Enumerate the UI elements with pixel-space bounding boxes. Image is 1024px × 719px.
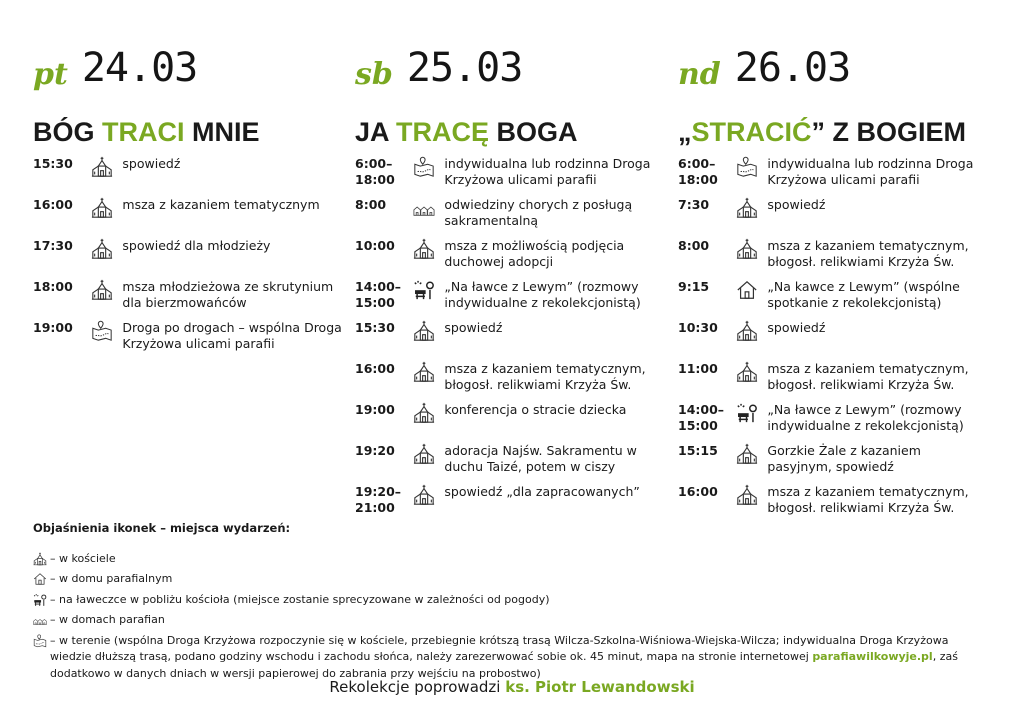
church-icon bbox=[413, 484, 445, 510]
church-icon bbox=[736, 197, 768, 223]
footer bbox=[0, 678, 1024, 696]
event-row bbox=[33, 197, 343, 238]
event-time: 8:00 bbox=[678, 238, 710, 253]
houses-icon bbox=[413, 197, 445, 223]
event-time: 11:00 bbox=[678, 361, 718, 376]
event-time: 16:00 bbox=[33, 197, 73, 212]
event-description: msza z kazaniem tematycznym, błogosł. relikwiami Krzyża Św. bbox=[767, 238, 969, 269]
event-description: konferencja o stracie dziecka bbox=[444, 402, 627, 417]
legend-item bbox=[33, 612, 993, 633]
event-description: adoracja Najśw. Sakramentu w duchu Taizé, potem w ciszy bbox=[444, 443, 637, 474]
map-icon bbox=[91, 320, 123, 346]
event-row bbox=[355, 443, 665, 484]
event-description: „Na ławce z Lewym” (rozmowy indywidualne z rekolekcjonistą) bbox=[767, 402, 964, 433]
event-row bbox=[33, 279, 343, 320]
map-icon bbox=[736, 156, 768, 182]
event-time: 19:20 bbox=[355, 443, 395, 458]
house-icon bbox=[33, 571, 50, 592]
event-row bbox=[678, 279, 988, 320]
legend-item bbox=[33, 551, 993, 572]
title-part: BOGA bbox=[489, 117, 578, 147]
day-column bbox=[33, 40, 343, 361]
event-description: Gorzkie Żale z kazaniem pasyjnym, spowiedź bbox=[767, 443, 921, 474]
event-time: 9:15 bbox=[678, 279, 710, 294]
website-link[interactable]: parafiawilkowyje.pl bbox=[812, 650, 933, 663]
event-time: 14:00– 15:00 bbox=[678, 402, 725, 433]
church-icon bbox=[413, 361, 445, 387]
event-description: „Na kawce z Lewym” (wspólne spotkanie z rekolekcjonistą) bbox=[767, 279, 960, 310]
legend-heading: Objaśnienia ikonek – miejsca wydarzeń: bbox=[33, 521, 291, 535]
legend-item-terrain bbox=[33, 633, 993, 683]
event-description: spowiedź dla młodzieży bbox=[122, 238, 271, 253]
event-row bbox=[355, 484, 665, 525]
event-row bbox=[355, 156, 665, 197]
legend-text: – w kościele bbox=[50, 551, 116, 565]
event-row bbox=[678, 156, 988, 197]
title-part: JA bbox=[355, 117, 397, 147]
event-time: 17:30 bbox=[33, 238, 73, 253]
event-time: 10:00 bbox=[355, 238, 395, 253]
title-part: BÓG bbox=[33, 117, 103, 147]
event-time: 6:00– 18:00 bbox=[678, 156, 718, 187]
event-time: 6:00– 18:00 bbox=[355, 156, 395, 187]
map-icon bbox=[413, 156, 445, 182]
day-abbr: pt bbox=[33, 57, 68, 92]
event-description: spowiedź bbox=[444, 320, 503, 335]
event-description: msza młodzieżowa ze skrutynium dla bierzmowańców bbox=[122, 279, 334, 310]
event-row bbox=[678, 238, 988, 279]
event-row bbox=[355, 279, 665, 320]
event-row bbox=[678, 361, 988, 402]
church-icon bbox=[736, 361, 768, 387]
bench-icon bbox=[33, 592, 50, 613]
title-accent: TRACI bbox=[102, 117, 185, 147]
legend-item bbox=[33, 592, 993, 613]
day-column bbox=[678, 40, 988, 525]
footer-text: Rekolekcje poprowadzi bbox=[329, 678, 506, 696]
event-list bbox=[678, 156, 988, 525]
event-time: 15:30 bbox=[33, 156, 73, 171]
event-description: msza z kazaniem tematycznym, błogosł. relikwiami Krzyża Św. bbox=[767, 484, 969, 515]
title-part: „ bbox=[678, 117, 692, 147]
event-description: „Na ławce z Lewym” (rozmowy indywidualne z rekolekcjonistą) bbox=[444, 279, 641, 310]
event-time: 19:00 bbox=[355, 402, 395, 417]
bench-icon bbox=[413, 279, 445, 305]
event-time: 18:00 bbox=[33, 279, 73, 294]
event-description: spowiedź bbox=[767, 197, 826, 212]
event-description: spowiedź bbox=[122, 156, 181, 171]
church-icon bbox=[91, 238, 123, 264]
legend-text: – w domach parafian bbox=[50, 613, 165, 626]
church-icon bbox=[413, 320, 445, 346]
event-row bbox=[355, 402, 665, 443]
day-title bbox=[678, 116, 988, 148]
event-description: msza z możliwością podjęcia duchowej adopcji bbox=[444, 238, 625, 269]
event-row bbox=[678, 402, 988, 443]
event-time: 15:30 bbox=[355, 320, 395, 335]
day-date: 24.03 bbox=[81, 45, 198, 91]
preacher-name: ks. Piotr Lewandowski bbox=[505, 678, 695, 696]
event-time: 16:00 bbox=[355, 361, 395, 376]
day-header bbox=[678, 40, 988, 90]
event-row bbox=[678, 197, 988, 238]
day-header bbox=[355, 40, 665, 90]
event-row bbox=[678, 320, 988, 361]
event-row bbox=[355, 320, 665, 361]
event-description: spowiedź „dla zapracowanych” bbox=[444, 484, 640, 499]
legend-terrain-text: – w terenie (wspólna Droga Krzyżowa rozpoczynie się w kościele, przebiegnie krótszą trasą Wilcza-Szkolna-Wiśniowa-Wiejska-Wilcza; indywidualna Droga Krzyżowa wiedzie dłuższą trasą, podano godziny wschodu i zachodu słońca, należy zarezerwować sobie ok. 45 minut, mapa na stronie internetowej parafiawilkowyje.pl, zaś dodatkowo w danych dniach w wersji papierowej do zabrania przy wejściu na probostwo) bbox=[50, 633, 958, 680]
event-description: spowiedź bbox=[767, 320, 826, 335]
map-icon bbox=[33, 633, 50, 654]
event-description: msza z kazaniem tematycznym bbox=[122, 197, 320, 212]
event-time: 14:00– 15:00 bbox=[355, 279, 402, 310]
event-row bbox=[355, 361, 665, 402]
day-date: 25.03 bbox=[406, 45, 523, 91]
event-row bbox=[678, 484, 988, 525]
title-part: MNIE bbox=[184, 117, 260, 147]
church-icon bbox=[736, 238, 768, 264]
event-description: indywidualna lub rodzinna Droga Krzyżowa ulicami parafii bbox=[444, 156, 651, 187]
event-time: 19:00 bbox=[33, 320, 73, 335]
legend bbox=[33, 520, 993, 682]
church-icon bbox=[736, 484, 768, 510]
day-abbr: sb bbox=[355, 57, 393, 92]
house-icon bbox=[736, 279, 768, 305]
day-header bbox=[33, 40, 343, 90]
church-icon bbox=[91, 156, 123, 182]
church-icon bbox=[413, 238, 445, 264]
event-row bbox=[678, 443, 988, 484]
event-time: 8:00 bbox=[355, 197, 387, 212]
event-list bbox=[355, 156, 665, 525]
event-row bbox=[33, 156, 343, 197]
event-row bbox=[355, 238, 665, 279]
event-description: indywidualna lub rodzinna Droga Krzyżowa ulicami parafii bbox=[767, 156, 974, 187]
event-row bbox=[355, 197, 665, 238]
church-icon bbox=[413, 443, 445, 469]
bench-icon bbox=[736, 402, 768, 428]
event-description: msza z kazaniem tematycznym, błogosł. relikwiami Krzyża Św. bbox=[444, 361, 646, 392]
event-time: 16:00 bbox=[678, 484, 718, 499]
day-abbr: nd bbox=[678, 57, 721, 92]
title-part: ” Z BOGIEM bbox=[811, 117, 966, 147]
event-list bbox=[33, 156, 343, 361]
day-date: 26.03 bbox=[734, 45, 851, 91]
event-description: Droga po drogach – wspólna Droga Krzyżowa ulicami parafii bbox=[122, 320, 342, 351]
church-icon bbox=[736, 320, 768, 346]
event-description: msza z kazaniem tematycznym, błogosł. relikwiami Krzyża Św. bbox=[767, 361, 969, 392]
event-row bbox=[33, 238, 343, 279]
day-title bbox=[33, 116, 343, 148]
church-icon bbox=[91, 279, 123, 305]
church-icon bbox=[736, 443, 768, 469]
church-icon bbox=[91, 197, 123, 223]
church-icon bbox=[413, 402, 445, 428]
legend-item bbox=[33, 571, 993, 592]
event-time: 10:30 bbox=[678, 320, 718, 335]
event-row bbox=[33, 320, 343, 361]
legend-text: – na ławeczce w pobliżu kościoła (miejsce zostanie sprecyzowane w zależności od pogody) bbox=[50, 592, 550, 606]
event-time: 15:15 bbox=[678, 443, 718, 458]
title-accent: TRACĘ bbox=[396, 117, 490, 147]
houses-icon bbox=[33, 612, 50, 633]
event-description: odwiedziny chorych z posługą sakramentalną bbox=[444, 197, 633, 228]
church-icon bbox=[33, 551, 50, 572]
title-accent: STRACIĆ bbox=[691, 117, 812, 147]
event-time: 19:20– 21:00 bbox=[355, 484, 402, 515]
event-time: 7:30 bbox=[678, 197, 710, 212]
legend-text: – w domu parafialnym bbox=[50, 572, 173, 585]
day-title bbox=[355, 116, 665, 148]
day-column bbox=[355, 40, 665, 525]
